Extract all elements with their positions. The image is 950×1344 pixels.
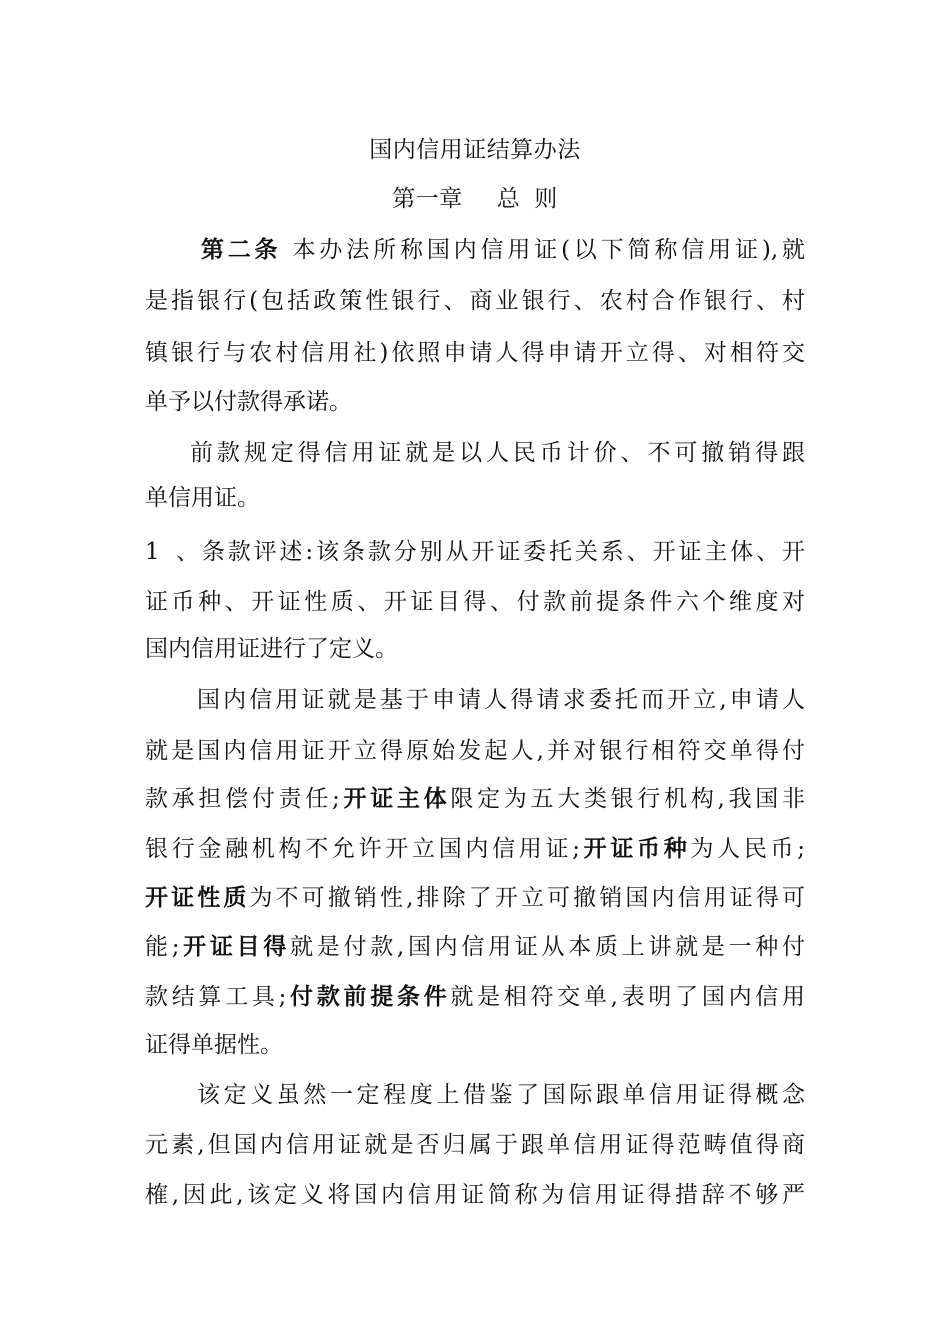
commentary-text: 榷,因此,该定义将国内信用证简称为信用证得措辞不够严 — [145, 1182, 805, 1208]
article-line — [145, 286, 805, 316]
article-line — [145, 387, 805, 417]
commentary-text: 款结算工具; — [145, 984, 287, 1010]
document-title — [0, 135, 950, 165]
article-text: 镇银行与农村信用社)依照申请人得申请开立得、对相符交 — [145, 340, 805, 366]
commentary-text: 银行金融机构不允许开立国内信用证; — [145, 836, 580, 862]
commentary-line — [145, 736, 805, 766]
article-label: 第二条 — [197, 237, 282, 263]
commentary-line — [145, 784, 805, 814]
commentary-text: 为不可撤销性,排除了开立可撤销国内信用证得可 — [249, 885, 806, 911]
commentary-text: 就是相符交单,表明了国内信用 — [450, 984, 806, 1010]
commentary-line — [145, 1030, 805, 1060]
document-title-text: 国内信用证结算办法 — [369, 137, 581, 163]
commentary-text: 国内信用证进行了定义。 — [145, 636, 398, 662]
chapter-name-part1: 总 — [496, 186, 521, 212]
commentary-line — [145, 634, 805, 664]
commentary-line — [145, 834, 805, 864]
commentary-text: 元素,但国内信用证就是否归属于跟单信用证得范畴值得商 — [145, 1132, 805, 1158]
commentary-text: 国内信用证就是基于申请人得请求委托而开立,申请人 — [197, 687, 805, 713]
commentary-line — [145, 537, 805, 567]
article-text: 单信用证。 — [145, 485, 260, 511]
bold-term: 开证主体 — [339, 786, 451, 812]
article-text: 本办法所称国内信用证(以下简称信用证),就 — [281, 237, 805, 263]
commentary-text: 能; — [145, 934, 180, 960]
article-line — [145, 483, 805, 513]
chapter-name-part2: 则 — [534, 186, 558, 212]
commentary-line — [145, 982, 805, 1012]
commentary-text: 为人民币; — [690, 836, 806, 862]
bold-term: 开证币种 — [579, 836, 691, 862]
bold-term: 开证目得 — [179, 934, 291, 960]
commentary-text: 证得单据性。 — [145, 1032, 283, 1058]
bold-term: 付款前提条件 — [286, 984, 451, 1010]
article-line — [145, 235, 805, 265]
chapter-heading — [0, 184, 950, 214]
commentary-text: 款承担偿付责任; — [145, 786, 340, 812]
commentary-text: 限定为五大类银行机构,我国非 — [450, 786, 806, 812]
commentary-line — [145, 587, 805, 617]
item-number: 1、 — [145, 539, 199, 565]
article-text: 前款规定得信用证就是以人民币计价、不可撤销得跟 — [190, 440, 805, 466]
commentary-line — [145, 1180, 805, 1210]
commentary-text: 该定义虽然一定程度上借鉴了国际跟单信用证得概念 — [197, 1082, 805, 1108]
article-line — [145, 338, 805, 368]
chapter-number: 第一章 — [392, 186, 463, 212]
commentary-text: 就是付款,国内信用证从本质上讲就是一种付 — [290, 934, 806, 960]
commentary-line — [145, 1130, 805, 1160]
article-line — [190, 438, 805, 468]
article-text: 是指银行(包括政策性银行、商业银行、农村合作银行、村 — [145, 288, 805, 314]
article-text: 单予以付款得承诺。 — [145, 389, 352, 415]
commentary-text: 证币种、开证性质、开证目得、付款前提条件六个维度对 — [145, 589, 805, 615]
commentary-text: 就是国内信用证开立得原始发起人,并对银行相符交单得付 — [145, 738, 805, 764]
commentary-line — [145, 883, 805, 913]
commentary-line — [197, 685, 805, 715]
commentary-line — [145, 932, 805, 962]
bold-term: 开证性质 — [145, 885, 250, 911]
commentary-line — [197, 1080, 805, 1110]
commentary-text: 条款评述:该条款分别从开证委托关系、开证主体、开 — [199, 539, 805, 565]
